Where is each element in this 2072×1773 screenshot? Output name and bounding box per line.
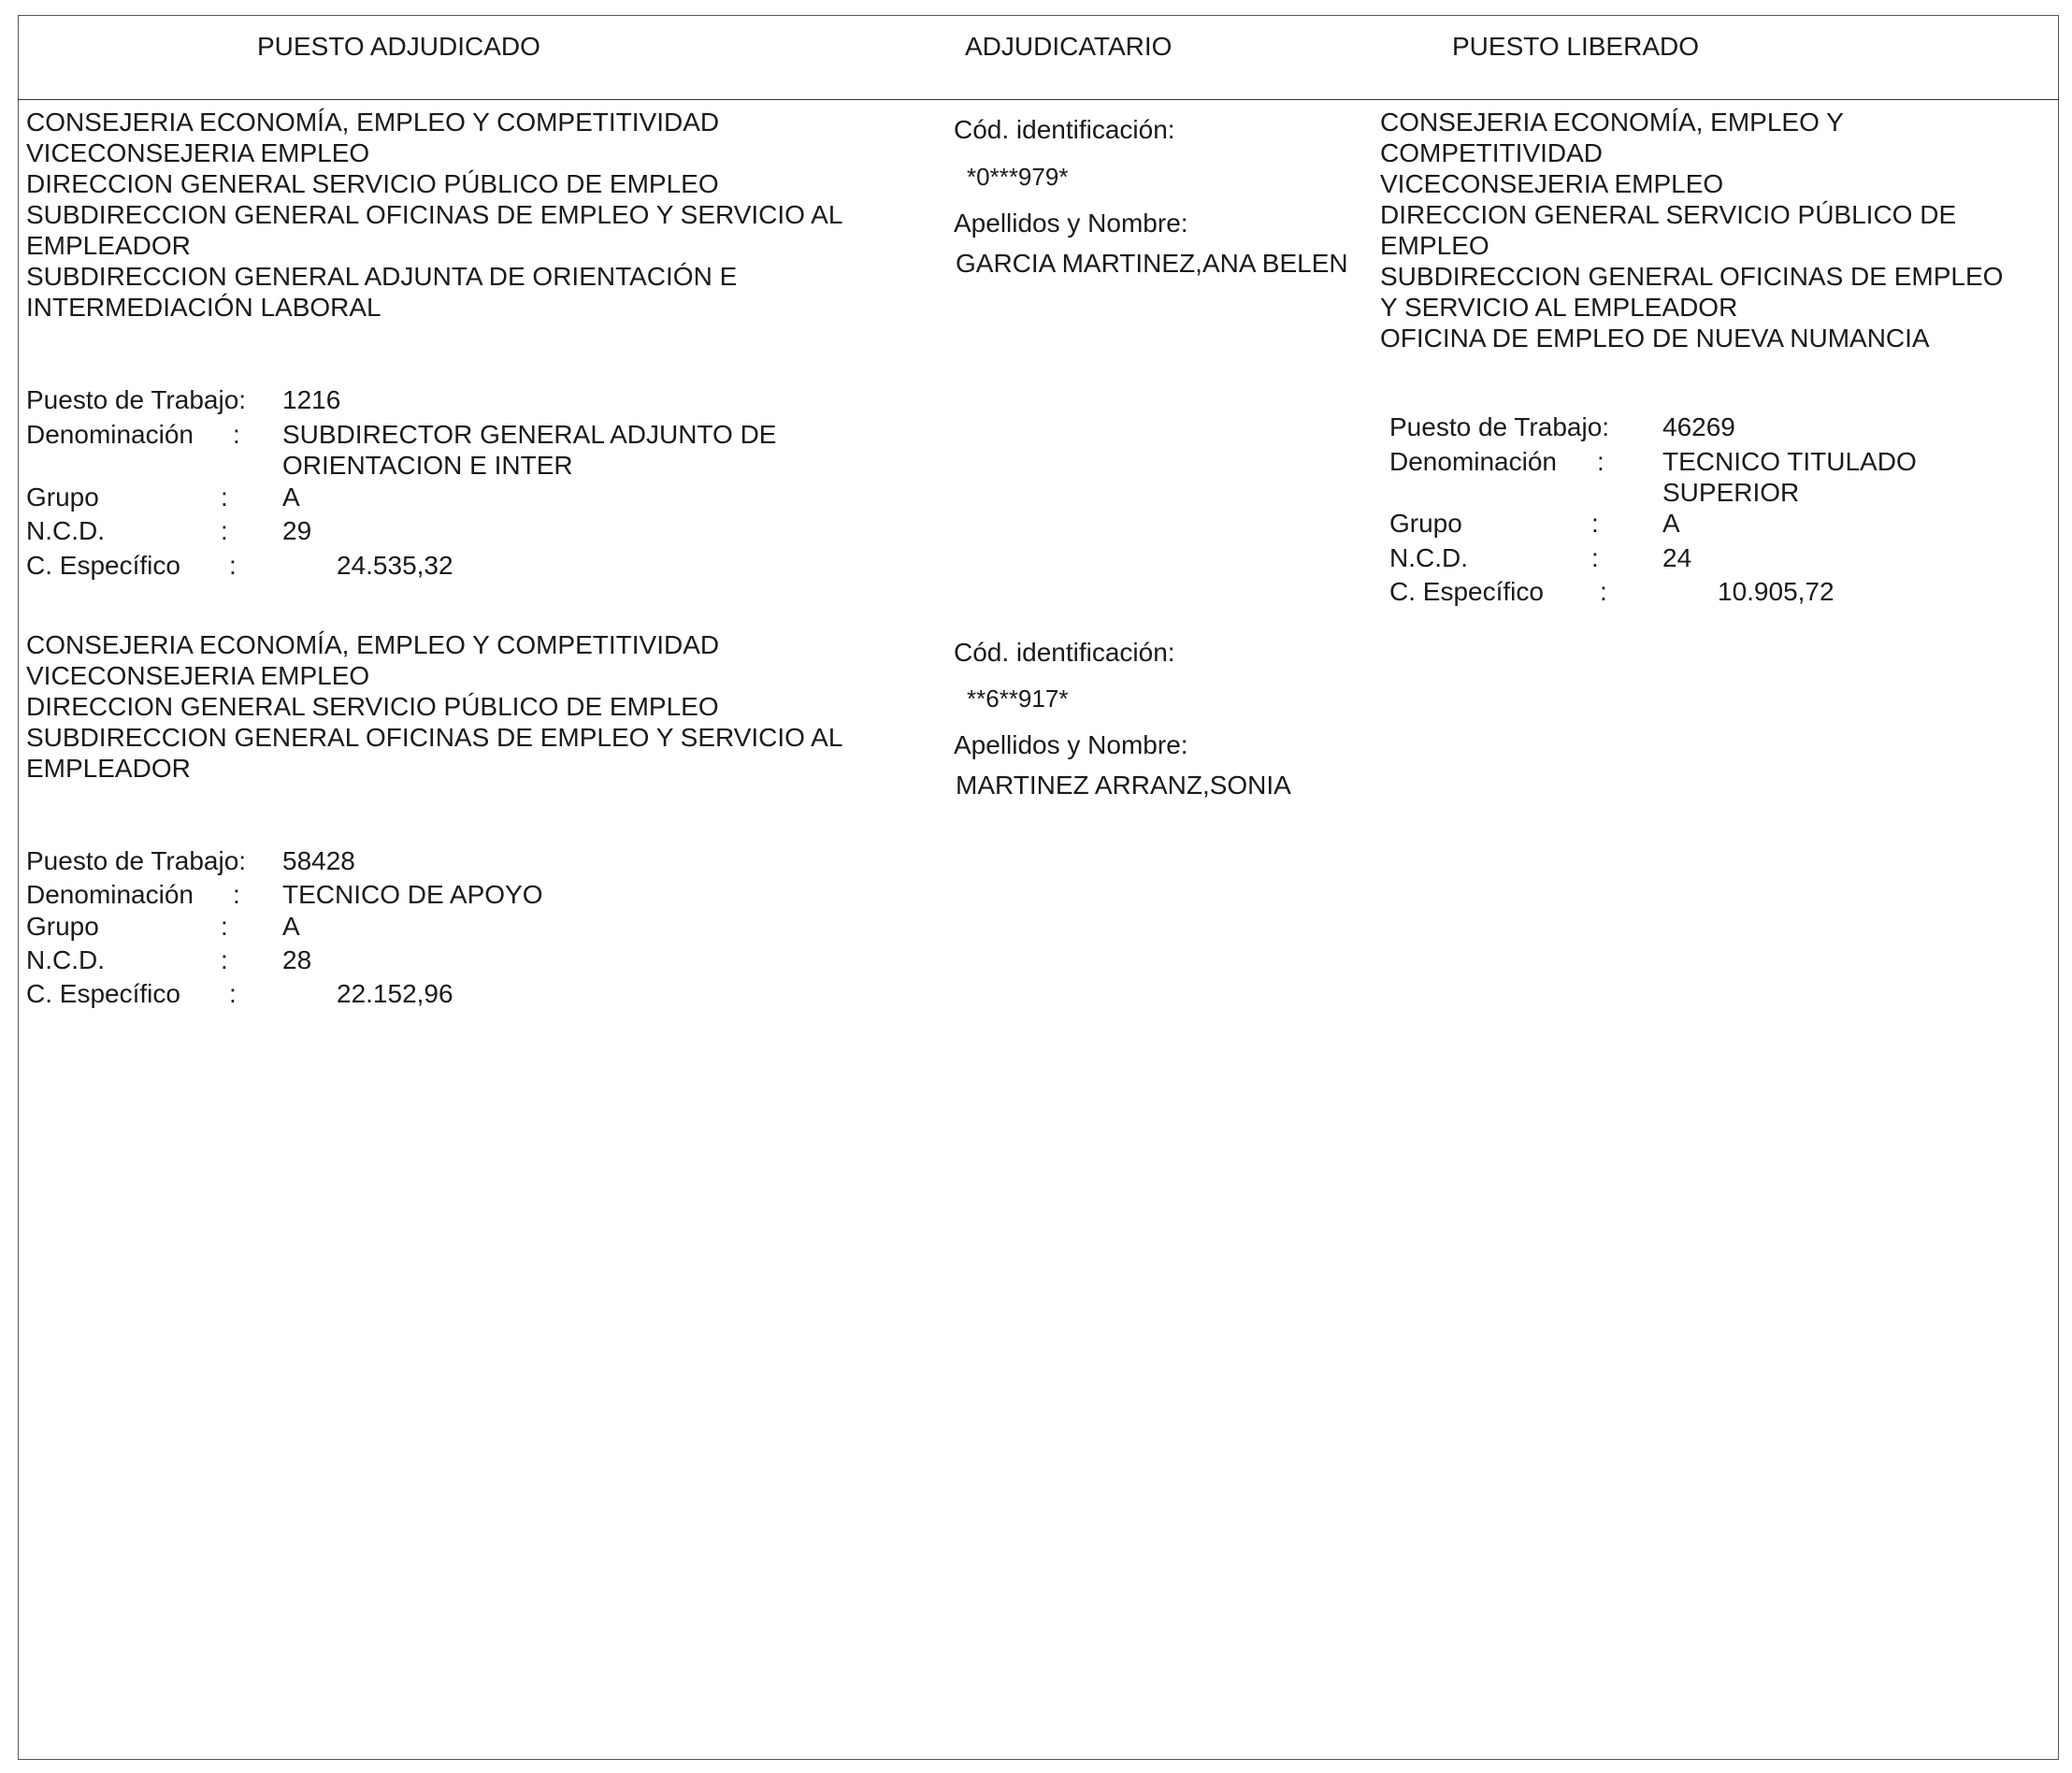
record-1-liberado-ncd-value: 24 (1662, 543, 1692, 572)
record-1-apellidos-label: Apellidos y Nombre: (954, 209, 1188, 238)
record-2-apellidos-label: Apellidos y Nombre: (954, 730, 1188, 759)
record-2-grupo-label: Grupo (26, 912, 99, 941)
record-2-grupo-colon: : (221, 912, 228, 941)
record-2-ncd-value: 28 (282, 945, 312, 974)
record-2-especifico-value: 22.152,96 (337, 979, 453, 1008)
record-1-cod-label: Cód. identificación: (954, 115, 1175, 144)
record-1-liberado-denominacion-label: Denominación (1389, 447, 1557, 476)
header-divider (18, 99, 2059, 100)
record-1-cod-value: *0***979* (967, 163, 1069, 191)
record-1-denominacion-value: SUBDIRECTOR GENERAL ADJUNTO DE ORIENTACION E INTER (282, 420, 777, 480)
record-1-nombre-value: GARCIA MARTINEZ,ANA BELEN (956, 249, 1348, 278)
record-1-liberado-ncd-label: N.C.D. (1389, 543, 1468, 572)
record-1-puesto-label: Puesto de Trabajo: (26, 385, 247, 414)
header-adjudicatario: ADJUDICATARIO (965, 32, 1173, 61)
record-1-especifico-value: 24.535,32 (337, 551, 453, 580)
record-1-liberado-especifico-value: 10.905,72 (1718, 577, 1835, 606)
record-1-especifico-colon: : (229, 551, 237, 580)
record-1-liberado-denominacion-value: TECNICO TITULADO SUPERIOR (1662, 447, 1917, 507)
header-puesto-liberado: PUESTO LIBERADO (1452, 32, 1700, 61)
record-1-liberado-especifico-colon: : (1600, 577, 1607, 606)
record-1-liberado-grupo-value: A (1662, 509, 1680, 538)
record-1-denominacion-colon: : (233, 420, 240, 449)
record-1-liberado-denominacion-colon: : (1597, 447, 1604, 476)
record-1-ncd-colon: : (221, 516, 228, 545)
record-1-grupo-value: A (282, 483, 300, 512)
record-2-denominacion-label: Denominación (26, 880, 194, 909)
record-1-grupo-colon: : (221, 483, 228, 512)
record-1-liberado-especifico-label: C. Específico (1389, 577, 1544, 606)
record-2-cod-value: **6**917* (967, 685, 1069, 713)
record-2-especifico-label: C. Específico (26, 979, 180, 1008)
record-1-especifico-label: C. Específico (26, 551, 180, 580)
record-2-nombre-value: MARTINEZ ARRANZ,SONIA (956, 771, 1291, 800)
record-1-liberado-grupo-label: Grupo (1389, 509, 1462, 538)
record-2-ncd-colon: : (221, 945, 228, 974)
record-2-puesto-label: Puesto de Trabajo: (26, 846, 247, 875)
record-1-liberado-ncd-colon: : (1591, 543, 1599, 572)
record-2-denominacion-colon: : (233, 880, 240, 909)
record-1-liberado-grupo-colon: : (1591, 509, 1599, 538)
record-2-especifico-colon: : (229, 979, 237, 1008)
record-2-puesto-value: 58428 (282, 846, 355, 875)
record-2-adjudicado-organization: CONSEJERIA ECONOMÍA, EMPLEO Y COMPETITIVIDAD VICECONSEJERIA EMPLEO DIRECCION GENERAL SERVICIO PÚBLICO DE EMPLEO SUBDIRECCION GENERAL OFICINAS DE EMPLEO Y SERVICIO AL EMPLEADOR (26, 630, 843, 783)
record-1-ncd-value: 29 (282, 516, 312, 545)
record-2-cod-label: Cód. identificación: (954, 638, 1175, 667)
record-1-adjudicado-organization: CONSEJERIA ECONOMÍA, EMPLEO Y COMPETITIVIDAD VICECONSEJERIA EMPLEO DIRECCION GENERAL SERVICIO PÚBLICO DE EMPLEO SUBDIRECCION GENERAL OFICINAS DE EMPLEO Y SERVICIO AL EMPLEADOR SUBDIRECCION GENERAL ADJUNTA DE ORIENTACIÓN E INTERMEDIACIÓN LABORAL (26, 108, 843, 322)
record-1-ncd-label: N.C.D. (26, 516, 105, 545)
record-2-ncd-label: N.C.D. (26, 945, 105, 974)
record-1-liberado-puesto-value: 46269 (1662, 412, 1735, 441)
header-puesto-adjudicado: PUESTO ADJUDICADO (257, 32, 540, 61)
record-2-grupo-value: A (282, 912, 300, 941)
record-1-puesto-value: 1216 (282, 385, 341, 414)
record-1-grupo-label: Grupo (26, 483, 99, 512)
record-1-liberado-puesto-label: Puesto de Trabajo: (1389, 412, 1610, 441)
record-1-liberado-organization: CONSEJERIA ECONOMÍA, EMPLEO Y COMPETITIVIDAD VICECONSEJERIA EMPLEO DIRECCION GENERAL SERVICIO PÚBLICO DE EMPLEO SUBDIRECCION GENERAL OFICINAS DE EMPLEO Y SERVICIO AL EMPLEADOR OFICINA DE EMPLEO DE NUEVA NUMANCIA (1380, 108, 2004, 353)
record-2-denominacion-value: TECNICO DE APOYO (282, 880, 543, 909)
record-1-denominacion-label: Denominación (26, 420, 194, 449)
